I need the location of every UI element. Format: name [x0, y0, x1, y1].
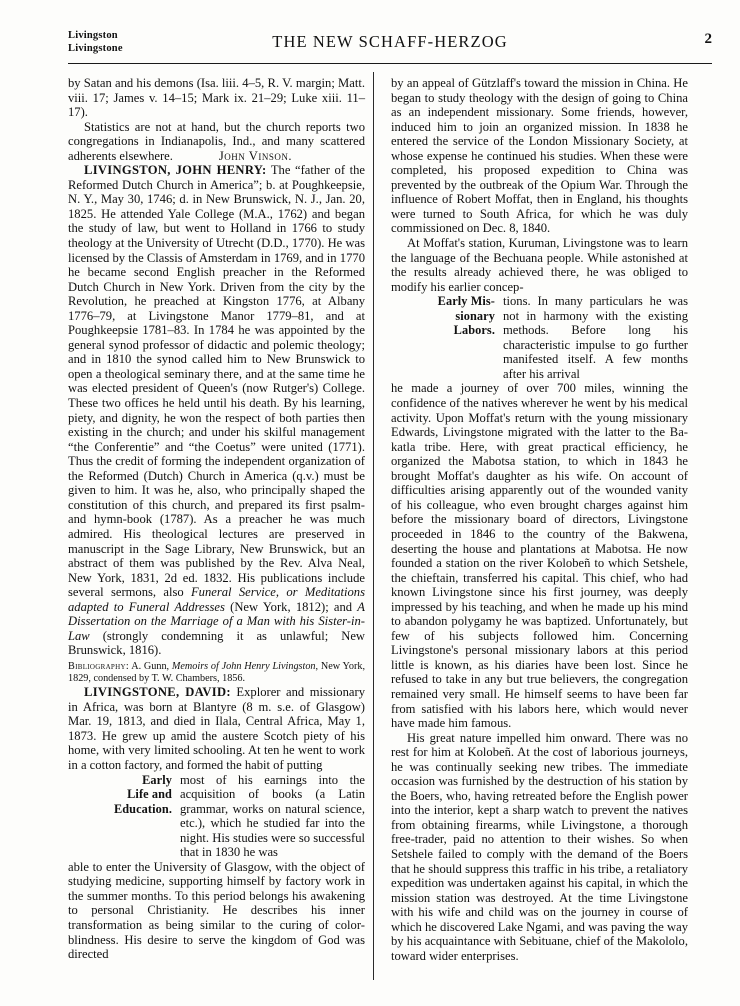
sidenote-block-early-life [68, 773, 365, 860]
entry-body-livingstone-part1: Explorer and missionary in Africa, was born at Blantyre (8 m. s.e. of Glasgow) Mar. 19, 1813, and died in Ilala, Central Africa, May 1, 1873. He grew up amid the austere Scotch piety of his home, with very limited schooling. At ten he went to work in a cotton factory, and formed the habit of putting [68, 685, 365, 773]
attribution-john-vinson: John Vinson. [218, 148, 292, 163]
bibliography-label: Bibliography: [68, 660, 129, 672]
paragraph-moffat-station: At Moffat's station, Kuruman, Livingstone was to learn the language of the Bechuana people. While astonished at the results already achieved there, he was obliged to modify his earlier concep- [391, 236, 688, 294]
entry-livingston-john-henry [68, 163, 365, 658]
sidenote-early-missionary-labors [391, 294, 495, 338]
bibliography-livingston [68, 661, 365, 685]
sidenote-line-3: Education. [113, 801, 172, 816]
running-head-left-line1: Livingston [68, 30, 118, 41]
paragraph-sidenote-body: tions. In many particulars he was not in harmony with the existing methods. Before long his characteristic impulse to go further manifested itself. A few months after his arrival [503, 294, 688, 381]
entry-body-livingston-part1: The “father of the Reformed Dutch Church in America”; b. at Poughkeepsie, N. Y., May 30, 1746; d. in New Brunswick, N. J., Jan. 20, 1825. He attended Yale College (M.A., 1762) and began the study of law, but went to Holland in 1766 to study theology at the University of Utrecht (D.D., 1770). He was licensed by the Classis of Amsterdam in 1769, and in 1770 he became second English preacher in the Reformed Dutch Church in New York. Driven from the city by the Revolution, he preached at Kingston 1776, at Albany 1776–79, at Livingstone Manor 1779–81, and at Poughkeepsie 1781–83. In 1784 he was appointed by the general synod professor of didactic and polemic theology; and in 1810 the synod called him to New Brunswick to open a theological seminary there, and at the same time he was elected president of Queen's (now Rutger's) College. These two offices he held until his death. By his learning, piety, and dignity, he won the respect of both parties then existing in the church; and under his skilful management “the Conferentie” and “the Coetus” were united (1771). Thus the credit of forming the independent organization of the Reformed (Dutch) Church in America (q.v.) must be given to him. It was he, also, who principally shaped the constitution of this church, and prepared its first psalm- and hymn-book (1787). As a preacher he was much admired. His theological lectures are preserved in manuscript in the Sage Library, New Brunswick, but an abstract of them was published by the Rev. Alva Neal, New York, 1831, 2d ed. 1832. His publications include several sermons, also [68, 163, 365, 600]
right-column [391, 76, 688, 963]
paragraph-statistics-text: Statistics are not at hand, but the church reports two congregations in Indianapolis, Ind., and many scattered adherents elsewhere. [68, 119, 365, 163]
sidenote-line-2: Life and [127, 787, 172, 802]
page-number: 2 [704, 31, 712, 47]
bibliography-work-title: Memoirs of John Henry Livingston [171, 660, 316, 672]
bibliography-text-part2: , New York, 1829, condensed by T. W. Chambers, 1856. [68, 660, 365, 685]
running-head-left-line2: Livingstone [68, 42, 123, 54]
entry-body-livingston-part2: (New York, 1812); and [224, 599, 358, 614]
work-title-funeral-service: Funeral Service, or Meditations adapted to Funeral Addresses [68, 585, 365, 614]
entry-headword-livingstone: LIVINGSTONE, DAVID: [84, 685, 231, 700]
running-head [68, 30, 712, 62]
sidenote-line-1: Early [142, 772, 172, 787]
sidenote-line-2: sionary [455, 308, 495, 323]
entry-body-livingstone-part2: most of his earnings into the acquisition of books (a Latin grammar, works on natural science, etc.), which he studied far into the night. His studies were so successful that in 1830 he was [180, 772, 365, 860]
left-column [68, 76, 365, 962]
sidenote-line-1: Early Mis- [437, 294, 495, 309]
column-divider [373, 72, 374, 980]
bibliography-text-part1: A. Gunn, [128, 660, 172, 672]
running-head-title: THE NEW SCHAFF-HERZOG [272, 32, 508, 51]
header-rule [68, 63, 712, 64]
sidenote-line-3: Labors. [453, 323, 495, 338]
sidenote-early-life-education [68, 773, 172, 817]
entry-body-livingston-part3: (strongly condemning it as unlawful; New Brunswick, 1816). [68, 628, 365, 658]
paragraph-gutzlaff-mission: by an appeal of Gützlaff's toward the mission in China. He began to study theology with the design of going to China as an independent missionary. Some friends, however, induced him to join an organized mission. In 1838 he entered the service of the London Missionary Society, at whose expense he continued his studies. When these were completed, his proposed expedition to China was prevented by the outbreak of the Opium War. Through the influence of Robert Moffat, then in England, his thoughts were turned to South Africa, for which he was duly commissioned on Dec. 8, 1840. [391, 76, 688, 236]
paragraph-satan-demons: by Satan and his demons (Isa. liii. 4–5, R. V. margin; Matt. viii. 17; James v. 14–15; Mark ix. 21–29; Luke xiii. 11–17). [68, 76, 365, 120]
entry-headword-livingston: LIVINGSTON, JOHN HENRY: [84, 163, 267, 178]
paragraph-great-nature: His great nature impelled him onward. There was no rest for him at Kolobeñ. At the cost of laborious journeys, he was continually seeking new tribes. The immediate occasion was furnished by the destruction of his station by the Boers, who, having retreated before the English power into the interior, kept a sharp watch to prevent the natives from obtaining firearms, while Livingstone, a thorough free-trader, paid no attention to their wishes. So when Setshele failed to comply with the demand of the Boers that he should suppress this traffic in his tribe, a retaliatory expedition was undertaken against his capital, in which the mission station was destroyed. At the time Livingstone with his wife and child was on the journey in course of which he discovered Lake Ngami, and was paving the way by his acquaintance with Sebituane, chief of the Makololo, toward wider enterprises. [391, 730, 688, 963]
work-title-dissertation: A Dissertation on the Marriage of a Man with his Sister-in-Law [68, 599, 365, 643]
sidenote-block-early-missionary [391, 294, 688, 381]
entry-body-livingstone-part3: able to enter the University of Glasgow, with the object of studying medicine, supporting himself by factory work in the summer months. To this period belongs his awakening to personal Christianity. He describes his inner transformation as being similar to the curing of color-blindness. His desire to serve the kingdom of God was directed [68, 859, 365, 962]
paragraph-statistics [68, 120, 365, 164]
entry-livingstone-david [68, 685, 365, 772]
paragraph-journey-mabotsa: he made a journey of over 700 miles, winning the confidence of the natives wherever he went by his medical activity. Upon Moffat's return with the young missionary Edwards, Livingstone migrated with the latter to the Ba-katla tribe. Here, with great practical efficiency, he organized the Mabotsa station, to which in 1843 he brought Moffat's daughter as his wife. On account of difficulties arising apparently out of the wounded vanity of his colleague, who even brought charges against him before the missionary board of directors, Livingstone proceeded in 1846 to the country of the Bakwena, deserting the house and plantations at Mabotsa. He now founded a station on the river Kolobeñ to which Setshele, the chieftain, transferred his capital. This chief, who had known Livingstone since his first journey, was deeply impressed by his teaching, and when he made up his mind to abandon polygamy he was baptized. Unfortunately, but few of his subjects followed him. Concerning Livingstone's personal missionary labors at this period little is known, as his diaries have been lost. Since he refused to take in any but true believers, the congregation remained very small. He himself seems to have been far from satisfied with his labors here, which would never have made him famous. [391, 381, 688, 731]
